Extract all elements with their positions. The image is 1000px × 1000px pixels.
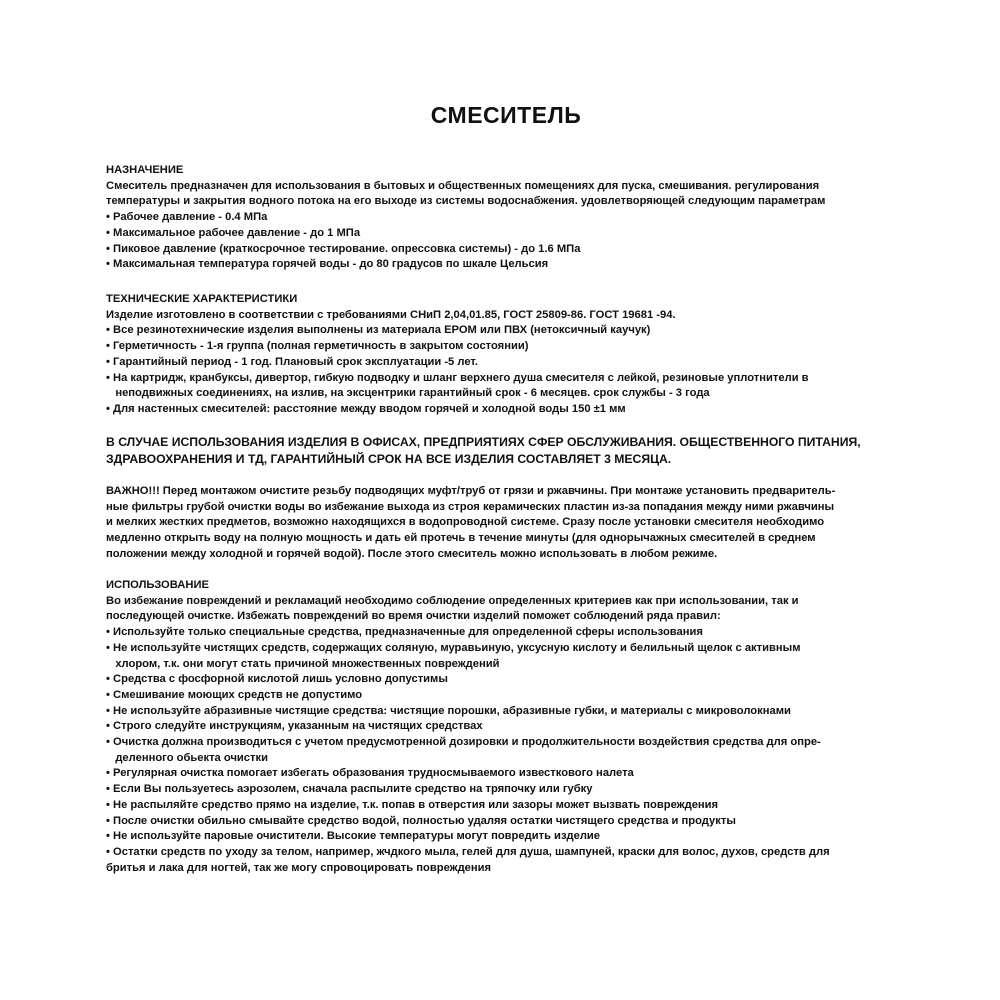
important-line: медленно открыть воду на полную мощность и дать ей протечь в течение минуты (для однорычажных смесителей в среднем (106, 532, 816, 545)
usage-bullet: • Если Вы пользуетесь аэрозолем, сначала распылите средство на тряпочку или губку (106, 783, 593, 796)
usage-bullet: • Остатки средств по уходу за телом, например, жчдкого мыла, гелей для душа, шампуней, краски для волос, духов, средств для (106, 845, 830, 858)
important-line: и мелких жестких предметов, возможно находящихся в водопроводной системе. Сразу после установки смесителя необходимо (106, 516, 825, 529)
usage-bullet: • Регулярная очистка помогает избегать образования трудносмываемого известкового налета (106, 767, 634, 780)
usage-bullet: • Средства с фосфорной кислотой лишь условно допустимы (106, 673, 448, 686)
usage-bullet: • Смешивание моющих средств не допустимо (106, 688, 363, 701)
usage-bullet: • Очистка должна производиться с учетом предусмотренной дозировки и продолжительности воздействия средства для опре- (106, 736, 821, 749)
purpose-section (106, 163, 906, 273)
purpose-heading: НАЗНАЧЕНИЕ (106, 164, 184, 176)
usage-bullet: • Строго следуйте инструкциям, указанным на чистящих средствах (106, 720, 483, 733)
usage-bullet: • Не используйте чистящих средств, содержащих соляную, муравьиную, уксусную кислоту и белильный щелок с активным (106, 641, 801, 654)
usage-bullet: • После очистки обильно смывайте средство водой, полностью удаляя остатки чистящего средства и продукты (106, 814, 736, 827)
specs-bullet: • Все резинотехнические изделия выполнены из материала ЕРОМ или ПВХ (нетоксичный каучук) (106, 324, 651, 337)
specs-heading: ТЕХНИЧЕСКИЕ ХАРАКТЕРИСТИКИ (106, 293, 298, 305)
warranty-line: В СЛУЧАЕ ИСПОЛЬЗОВАНИЯ ИЗДЕЛИЯ В ОФИСАХ, ПРЕДПРИЯТИЯХ СФЕР ОБСЛУЖИВАНИЯ. ОБЩЕСТВЕННОГО ПИТАНИЯ, (106, 435, 861, 449)
important-line: ВАЖНО!!! Перед монтажом очистите резьбу подводящих муфт/труб от грязи и ржавчины. При монтаже установить предваритель- (106, 485, 836, 497)
warranty-line: ЗДРАВООХРАНЕНИЯ И ТД, ГАРАНТИЙНЫЙ СРОК НА ВСЕ ИЗДЕЛИЯ СОСТАВЛЯЕТ 3 МЕСЯЦА. (106, 452, 672, 466)
usage-bullet: • Не распыляйте средство прямо на изделие, т.к. попав в отверстия или зазоры может вызвать повреждения (106, 798, 719, 811)
usage-bullet: • Не используйте абразивные чистящие средства: чистящие порошки, абразивные губки, и материалы с микроволокнами (106, 704, 791, 717)
page-title: СМЕСИТЕЛЬ (430, 102, 582, 128)
usage-bullet-continuation: бритья и лака для ногтей, так же могу спровоцировать повреждения (106, 861, 492, 874)
usage-line: Во избежание повреждений и рекламаций необходимо соблюдение определенных критериев как при использовании, так и (106, 594, 799, 607)
important-section (106, 484, 906, 563)
specs-bullet: • На картридж, кранбуксы, дивертор, гибкую подводку и шланг верхнего душа смесителя с лейкой, резиновые уплотнители в (106, 371, 809, 384)
important-line: положении между холодной и горячей водой). После этого смеситель можно использовать в любом режиме. (106, 547, 718, 560)
specs-section (106, 292, 906, 418)
usage-bullet-continuation: хлором, т.к. они могут стать причиной множественных повреждений (106, 657, 500, 670)
purpose-line: температуры и закрытия водного потока на его выходе из системы водоснабжения. удовлетворяющей следующим параметрам (106, 195, 826, 208)
purpose-line: Смеситель предназначен для использования в бытовых и общественных помещениях для пуска, смешивания. регулирования (106, 179, 820, 192)
usage-line: последующей очистке. Избежать повреждений во время очистки изделий поможет соблюдений ряда правил: (106, 610, 721, 623)
purpose-bullet: • Рабочее давление - 0.4 МПа (106, 211, 268, 224)
warranty-notice (106, 434, 906, 468)
instruction-page (106, 0, 906, 1000)
usage-bullet: • Используйте только специальные средства, предназначенные для определенной сферы использования (106, 626, 703, 639)
specs-bullet: • Герметичность - 1-я группа (полная герметичность в закрытом состоянии) (106, 340, 529, 353)
specs-line: Изделие изготовлено в соответствии с требованиями СНиП 2,04,01.85, ГОСТ 25809-86. ГОСТ 19681 -94. (106, 308, 676, 321)
usage-bullet-continuation: деленного обьекта очистки (106, 751, 268, 764)
purpose-bullet: • Максимальное рабочее давление - до 1 МПа (106, 226, 361, 239)
purpose-bullet: • Пиковое давление (краткосрочное тестирование. опрессовка системы) - до 1.6 МПа (106, 242, 581, 255)
specs-bullet: • Гарантийный период - 1 год. Плановый срок эксплуатации -5 лет. (106, 355, 479, 368)
usage-section (106, 578, 906, 876)
purpose-bullet: • Максимальная температура горячей воды - до 80 градусов по шкале Цельсия (106, 258, 549, 271)
important-line: ные фильтры грубой очистки воды во избежание выхода из строя керамических пластин из-за попадания между ними ржавчины (106, 500, 835, 513)
usage-bullet: • Не используйте паровые очистители. Высокие температуры могут повредить изделие (106, 830, 601, 843)
specs-bullet-continuation: неподвижных соединениях, на излив, на эксцентрики гарантийный срок - 6 месяцев. срок службы - 3 года (106, 387, 710, 400)
specs-bullet: • Для настенных смесителей: расстояние между вводом горячей и холодной воды 150 ±1 мм (106, 402, 626, 415)
usage-heading: ИСПОЛЬЗОВАНИЕ (106, 579, 209, 591)
